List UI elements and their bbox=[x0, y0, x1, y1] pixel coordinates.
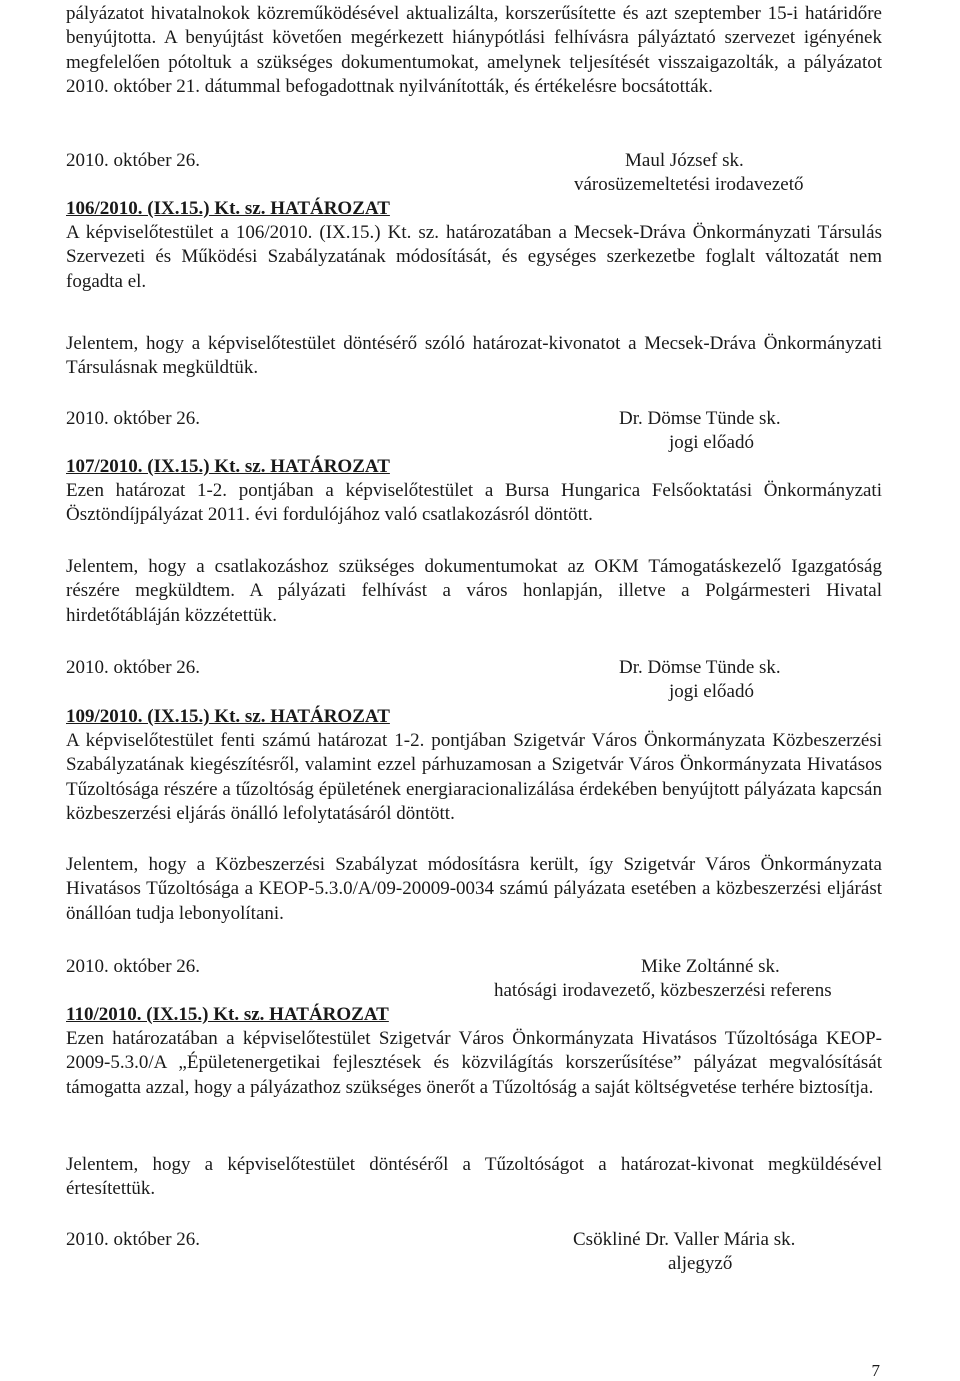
signature-block-domse-1 bbox=[66, 407, 882, 455]
resolution-heading: 109/2010. (IX.15.) Kt. sz. HATÁROZAT bbox=[66, 706, 390, 727]
signature-block-mike bbox=[66, 955, 882, 1003]
resolution-heading: 110/2010. (IX.15.) Kt. sz. HATÁROZAT bbox=[66, 1004, 389, 1025]
signer-name: Mike Zoltánné sk. bbox=[641, 956, 780, 977]
resolution-text: Ezen határozat 1-2. pontjában a képviselőtestület a Bursa Hungarica Felsőoktatási Önkormányzati Ösztöndíjpályázat 2011. évi fordulójához való csatlakozásról döntött. bbox=[66, 480, 882, 526]
signer-title: jogi előadó bbox=[669, 432, 754, 453]
resolution-text: Ezen határozatában a képviselőtestület Szigetvár Város Önkormányzata Hivatásos Tűzoltósága KEOP-2009-5.3.0/A „Épületenergetikai fejlesztések és közvilágítás korszerűsítése” pályázat megvalósítását támogatta azzal, hogy a pályázathoz szükséges önerőt a Tűzoltóság a saját költségvetése terhére biztosítja. bbox=[66, 1028, 882, 1098]
signer-title: hatósági irodavezető, közbeszerzési referens bbox=[494, 980, 832, 1001]
signature-block-domse-2 bbox=[66, 656, 882, 704]
signer-name: Maul József sk. bbox=[625, 150, 744, 171]
signer-title: városüzemeltetési irodavezető bbox=[574, 174, 804, 195]
page-number: 7 bbox=[871, 1361, 880, 1380]
signature-block-maul bbox=[66, 149, 882, 197]
resolution-106 bbox=[66, 197, 882, 294]
resolution-107 bbox=[66, 455, 882, 528]
signer-name: Csökliné Dr. Valler Mária sk. bbox=[573, 1229, 796, 1250]
resolution-109 bbox=[66, 705, 882, 826]
signer-title: jogi előadó bbox=[669, 681, 754, 702]
resolution-heading: 106/2010. (IX.15.) Kt. sz. HATÁROZAT bbox=[66, 198, 390, 219]
resolution-110 bbox=[66, 1003, 882, 1100]
signer-name: Dr. Dömse Tünde sk. bbox=[619, 408, 781, 429]
report-paragraph: Jelentem, hogy a képviselőtestület döntésérő szóló határozat-kivonatot a Mecsek-Dráva Önkormányzati Társulásnak megküldtük. bbox=[66, 333, 882, 379]
report-paragraph: Jelentem, hogy a csatlakozáshoz szükséges dokumentumokat az OKM Támogatáskezelő Igazgatóság részére megküldtem. A pályázati felhívást a város honlapján, illetve a Polgármesteri Hivatal hirdetőtábláján közzétettük. bbox=[66, 556, 882, 626]
report-paragraph: Jelentem, hogy a Közbeszerzési Szabályzat módosításra került, így Szigetvár Város Önkormányzata Hivatásos Tűzoltósága a KEOP-5.3.0/A/09-20009-0034 számú pályázata esetében a közbeszerzési eljárást önállóan tudja lebonyolítani. bbox=[66, 854, 882, 924]
signature-date: 2010. október 26. bbox=[66, 956, 201, 977]
report-paragraph: Jelentem, hogy a képviselőtestület döntéséről a Tűzoltóságot a határozat-kivonat megküldésével értesítettük. bbox=[66, 1154, 882, 1200]
resolution-text: A képviselőtestület a 106/2010. (IX.15.) Kt. sz. határozatában a Mecsek-Dráva Önkormányzati Társulás Szervezeti és Működési Szabályzatának módosítását, és egységes szerkezetbe foglalt változatát nem fogadta el. bbox=[66, 222, 882, 292]
signer-title: aljegyző bbox=[668, 1253, 733, 1274]
signature-block-csokline bbox=[66, 1228, 882, 1276]
signature-date: 2010. október 26. bbox=[66, 408, 201, 429]
resolution-text: A képviselőtestület fenti számú határozat 1-2. pontjában Szigetvár Város Önkormányzata Közbeszerzési Szabályzatának kiegészítésről, valamint ezzel párhuzamosan a Szigetvár Város Önkormányzata Hivatásos Tűzoltósága részére a tűzoltóság épületének energiaracionalizálása érdekében benyújtott pályázata kapcsán közbeszerzési eljárás önálló lefolytatásáról döntött. bbox=[66, 730, 882, 824]
signature-date: 2010. október 26. bbox=[66, 1229, 201, 1250]
signature-date: 2010. október 26. bbox=[66, 657, 201, 678]
signature-date: 2010. október 26. bbox=[66, 150, 201, 171]
intro-paragraph: pályázatot hivatalnokok közreműködésével aktualizálta, korszerűsítette és azt szeptember 15-i határidőre benyújtotta. A benyújtást követően megérkezett hiánypótlási felhívásra pályáztató szervezet igényének megfelelően pótoltuk a szükséges dokumentumokat, amelynek teljesítését visszaigazolták, a pályázatot 2010. október 21. dátummal befogadottnak nyilvánították, és értékelésre bocsátották. bbox=[66, 3, 882, 97]
signer-name: Dr. Dömse Tünde sk. bbox=[619, 657, 781, 678]
resolution-heading: 107/2010. (IX.15.) Kt. sz. HATÁROZAT bbox=[66, 456, 390, 477]
